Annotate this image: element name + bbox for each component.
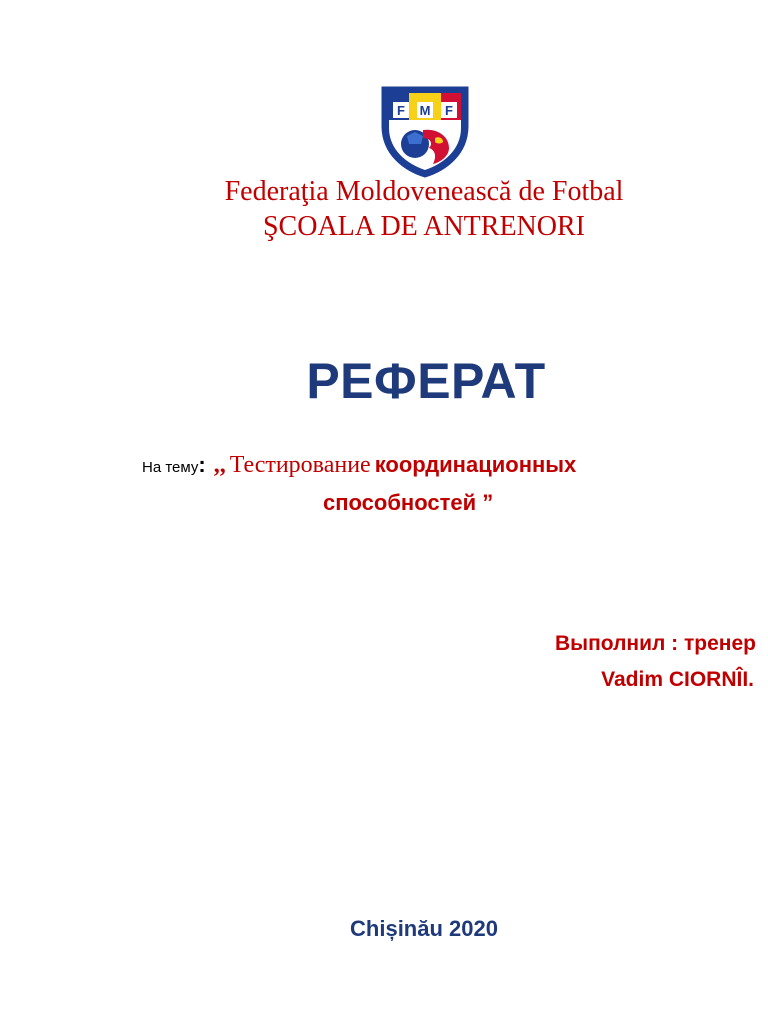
fmf-crest-icon: [379, 82, 471, 178]
topic-open-quote: ,,: [213, 452, 226, 478]
topic-word-1: Тестирование: [229, 452, 371, 478]
footer-place-year: Chișinău 2020: [350, 916, 498, 941]
logo-letter-f1: F: [397, 103, 405, 118]
author-name: Vadim CIORNÎI.: [601, 668, 754, 691]
org-subtitle: ŞCOALA DE ANTRENORI: [262, 211, 585, 242]
logo-letter-m: M: [419, 103, 431, 118]
topic-line-1: [142, 452, 576, 479]
topic-prefix: На тему: [142, 459, 199, 476]
logo-letter-f2: F: [445, 103, 453, 118]
topic-line-2: способностей ”: [323, 490, 494, 515]
topic-word-2: координационных: [374, 452, 577, 477]
topic-colon: :: [198, 452, 206, 477]
org-name: Federaţia Moldovenească de Fotbal: [224, 176, 624, 207]
document-title: РЕФЕРАТ: [306, 353, 546, 409]
author-role: Выполнил : тренер: [554, 632, 756, 655]
